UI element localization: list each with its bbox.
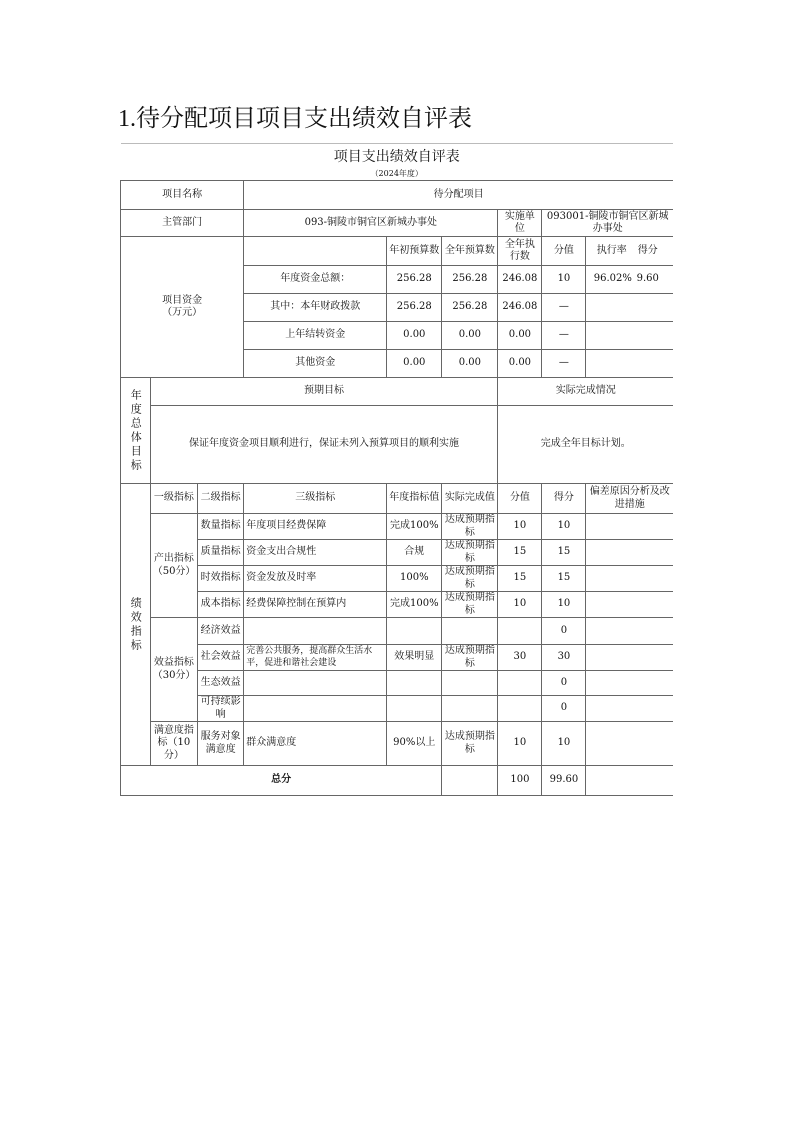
score-cell: 0 [542, 696, 586, 722]
funds-row-full: 0.00 [442, 350, 498, 378]
level3-cell [244, 696, 387, 722]
score-cell: 0 [542, 618, 586, 645]
score-cell: 10 [542, 722, 586, 766]
level2-cell: 社会效益 [198, 645, 244, 671]
level2-cell: 经济效益 [198, 618, 244, 645]
level2-cell: 质量指标 [198, 540, 244, 566]
funds-row-rate: 96.02% [593, 273, 632, 285]
level2-cell: 时效指标 [198, 566, 244, 592]
target-cell [387, 671, 442, 696]
funds-header-blank [244, 237, 387, 266]
target-cell [387, 696, 442, 722]
funds-row-exec: 246.08 [498, 266, 542, 294]
funds-row-score-max: — [542, 294, 586, 322]
funds-header-exec: 全年执行数 [498, 237, 542, 266]
level3-cell: 完善公共服务，提高群众生活水平，促进和谐社会建设 [244, 645, 387, 671]
level3-cell: 年度项目经费保障 [244, 514, 387, 540]
score-max-cell [498, 618, 542, 645]
score-max-cell: 10 [498, 514, 542, 540]
deviation-cell [586, 540, 673, 566]
funds-row-initial: 256.28 [387, 294, 442, 322]
target-cell: 完成100% [387, 592, 442, 618]
deviation-cell [586, 618, 673, 645]
score-max-cell: 10 [498, 592, 542, 618]
target-cell: 90%以上 [387, 722, 442, 766]
header-deviation: 偏差原因分析及改进措施 [586, 484, 673, 514]
level2-cell: 生态效益 [198, 671, 244, 696]
deviation-cell [586, 671, 673, 696]
expected-goal-text: 保证年度资金项目顺利进行，保证未列入预算项目的顺利实施 [150, 406, 498, 484]
score-cell: 15 [542, 566, 586, 592]
level3-cell: 群众满意度 [244, 722, 387, 766]
funds-row-initial: 0.00 [387, 322, 442, 350]
deviation-cell [586, 566, 673, 592]
score-cell: 10 [542, 592, 586, 618]
funds-row-initial: 0.00 [387, 350, 442, 378]
funds-header-initial: 年初预算数 [387, 237, 442, 266]
level3-cell: 资金支出合规性 [244, 540, 387, 566]
funds-row-exec: 246.08 [498, 294, 542, 322]
actual-result-text: 完成全年目标计划。 [498, 406, 673, 484]
deviation-cell [586, 592, 673, 618]
total-label: 总分 [121, 766, 442, 796]
score-max-cell [498, 696, 542, 722]
unit-label: 实施单位 [498, 210, 542, 237]
funds-row-label: 其他资金 [244, 350, 387, 378]
funds-header-rate: 执行率 [596, 244, 627, 256]
deviation-cell [586, 514, 673, 540]
funds-row-score-max: — [542, 350, 586, 378]
deviation-cell [586, 696, 673, 722]
funds-header-score: 得分 [637, 244, 658, 256]
total-blank [442, 766, 498, 796]
header-score-max: 分值 [498, 484, 542, 514]
actual-cell [442, 618, 498, 645]
total-score: 99.60 [542, 766, 586, 796]
funds-header-score-max: 分值 [542, 237, 586, 266]
header-score: 得分 [542, 484, 586, 514]
level2-cell: 数量指标 [198, 514, 244, 540]
funds-row-rate-score [586, 266, 673, 294]
actual-cell: 达成预期指标 [442, 645, 498, 671]
funds-row-label: 其中：本年财政拨款 [244, 294, 387, 322]
level3-cell: 资金发放及时率 [244, 566, 387, 592]
table-title: 项目支出绩效自评表 [121, 144, 674, 169]
project-name: 待分配项目 [244, 181, 673, 210]
expected-goal-header: 预期目标 [150, 378, 498, 406]
score-cell: 30 [542, 645, 586, 671]
funds-row-label: 年度资金总额： [244, 266, 387, 294]
funds-row-full: 256.28 [442, 266, 498, 294]
project-name-label: 项目名称 [121, 181, 244, 210]
funds-row-rate-score [586, 294, 673, 322]
funds-label: 项目资金 （万元） [121, 237, 244, 378]
actual-cell [442, 696, 498, 722]
funds-row-exec: 0.00 [498, 322, 542, 350]
header-level3: 三级指标 [244, 484, 387, 514]
score-cell: 0 [542, 671, 586, 696]
actual-cell: 达成预期指标 [442, 592, 498, 618]
level3-cell [244, 671, 387, 696]
total-max: 100 [498, 766, 542, 796]
funds-row-score-max: 10 [542, 266, 586, 294]
funds-row-label: 上年结转资金 [244, 322, 387, 350]
page-heading: 1.待分配项目项目支出绩效自评表 [118, 106, 472, 132]
score-max-cell: 15 [498, 566, 542, 592]
total-deviation [586, 766, 673, 796]
funds-row-rate-score [586, 322, 673, 350]
score-max-cell: 10 [498, 722, 542, 766]
header-annual-target: 年度指标值 [387, 484, 442, 514]
score-cell: 10 [542, 514, 586, 540]
funds-row-score: 9.60 [636, 273, 659, 285]
benefit-indicator-label: 效益指标 （30分） [150, 618, 197, 722]
score-max-cell: 15 [498, 540, 542, 566]
actual-cell: 达成预期指标 [442, 514, 498, 540]
actual-cell: 达成预期指标 [442, 566, 498, 592]
level3-cell [244, 618, 387, 645]
header-actual: 实际完成值 [442, 484, 498, 514]
header-level2: 二级指标 [198, 484, 244, 514]
actual-cell [442, 671, 498, 696]
annual-goals-label: 年度总体目标 [121, 378, 151, 484]
indicators-label: 绩效指标 [121, 484, 151, 766]
year-label: （2024年度） [370, 169, 423, 178]
actual-cell: 达成预期指标 [442, 540, 498, 566]
unit-value: 093001-铜陵市铜官区新城办事处 [542, 210, 673, 237]
funds-row-full: 0.00 [442, 322, 498, 350]
satisfaction-indicator-label: 满意度指标（10分） [150, 722, 197, 766]
funds-row-score-max: — [542, 322, 586, 350]
funds-row-full: 256.28 [442, 294, 498, 322]
funds-row-initial: 256.28 [387, 266, 442, 294]
level3-cell: 经费保障控制在预算内 [244, 592, 387, 618]
level2-cell: 服务对象满意度 [198, 722, 244, 766]
score-max-cell [498, 671, 542, 696]
performance-evaluation-table [120, 143, 673, 796]
target-cell [387, 618, 442, 645]
score-max-cell: 30 [498, 645, 542, 671]
target-cell: 效果明显 [387, 645, 442, 671]
funds-row-rate-score [586, 350, 673, 378]
target-cell: 完成100% [387, 514, 442, 540]
deviation-cell [586, 722, 673, 766]
funds-header-full: 全年预算数 [442, 237, 498, 266]
funds-header-rate-score [586, 237, 673, 266]
funds-row-exec: 0.00 [498, 350, 542, 378]
output-indicator-label: 产出指标 （50分） [150, 514, 197, 618]
level2-cell: 可持续影响 [198, 696, 244, 722]
target-cell: 100% [387, 566, 442, 592]
actual-result-header: 实际完成情况 [498, 378, 673, 406]
actual-cell: 达成预期指标 [442, 722, 498, 766]
level2-cell: 成本指标 [198, 592, 244, 618]
header-level1: 一级指标 [150, 484, 197, 514]
target-cell: 合规 [387, 540, 442, 566]
deviation-cell [586, 645, 673, 671]
score-cell: 15 [542, 540, 586, 566]
dept-label: 主管部门 [121, 210, 244, 237]
dept-value: 093-铜陵市铜官区新城办事处 [244, 210, 498, 237]
